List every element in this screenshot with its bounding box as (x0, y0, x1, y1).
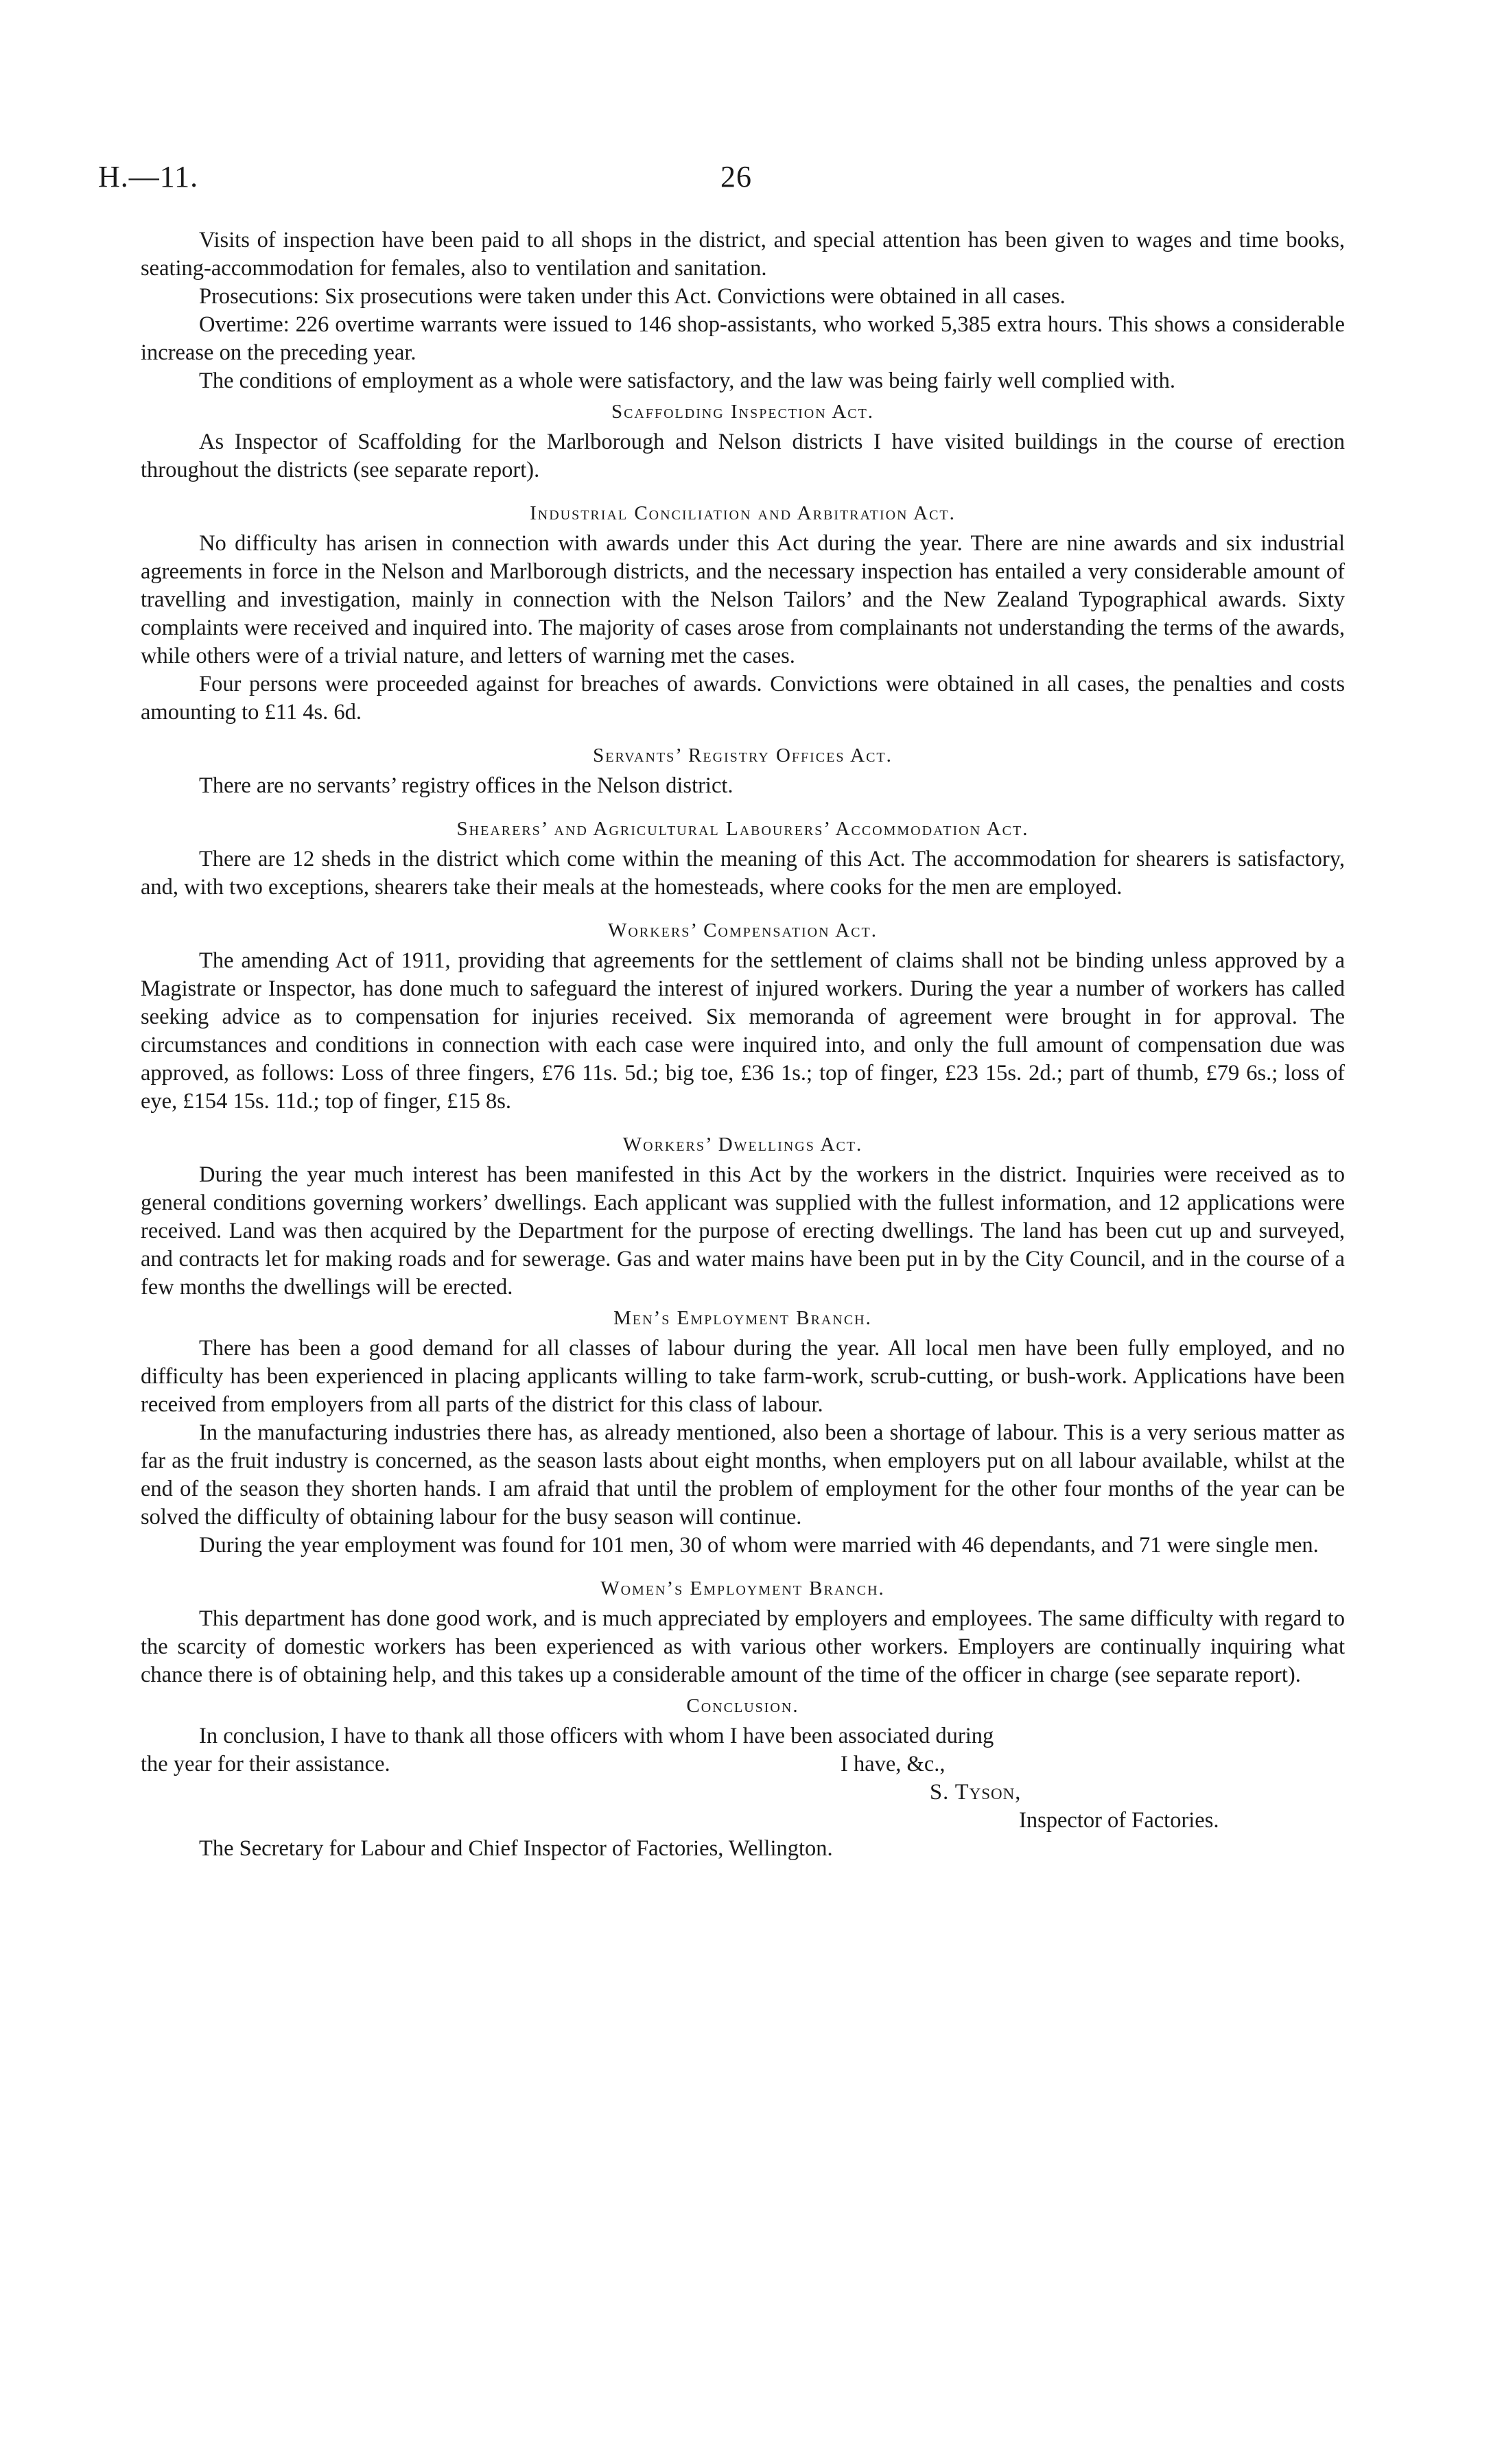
report-reference: H.—11. (98, 160, 199, 193)
addressee: The Secretary for Labour and Chief Inspector of Factories, Wellington. (199, 1836, 833, 1861)
section-heading: Scaffolding Inspection Act. (611, 401, 875, 423)
page-number: 26 (720, 160, 752, 193)
paragraph: There are 12 sheds in the district which come within the meaning of this Act. The accommodation for shearers is satisfactory, and, with two exceptions, shearers take their meals at the homesteads, where cooks for the men are employed. (141, 847, 1345, 900)
paragraph: Visits of inspection have been paid to all shops in the district, and special attention has been given to wages and time books, seating-accommodation for females, also to ventilation and sanitation. (141, 228, 1345, 281)
paragraph: In conclusion, I have to thank all those officers with whom I have been associated during (199, 1724, 994, 1748)
paragraph: Overtime: 226 overtime warrants were issued to 146 shop-assistants, who worked 5,385 extra hours. This shows a considerable increase on the preceding year. (141, 312, 1345, 365)
closing-line (141, 1750, 1345, 1779)
section-heading: Shearers’ and Agricultural Labourers’ Accommodation Act. (456, 818, 1029, 840)
report-body (141, 226, 1345, 1863)
paragraph: There are no servants’ registry offices in the Nelson district. (199, 773, 733, 798)
paragraph: During the year employment was found for 101 men, 30 of whom were married with 46 dependants, and 71 were single men. (199, 1533, 1319, 1558)
signature-line (141, 1779, 1345, 1807)
section-heading: Women’s Employment Branch. (600, 1577, 885, 1599)
signatory-title-line (141, 1807, 1345, 1835)
paragraph: The conditions of employment as a whole were satisfactory, and the law was being fairly well complied with. (199, 368, 1175, 393)
section-heading: Servants’ Registry Offices Act. (593, 744, 893, 766)
paragraph: There has been a good demand for all classes of labour during the year. All local men have been fully employed, and no difficulty has been experienced in placing applicants willing to take farm-work, scrub-cutting, or bush-work. Applications have been received from employers from all parts of the district for this class of labour. (141, 1336, 1345, 1417)
section-heading: Workers’ Dwellings Act. (622, 1134, 863, 1155)
paragraph: In the manufacturing industries there has, as already mentioned, also been a shortage of labour. This is a very serious matter as far as the fruit industry is concerned, as the season lasts about eight months, when employers put on all labour available, whilst at the end of the season they shorten hands. I am afraid that until the problem of employment for the other four months of the year can be solved the difficulty of obtaining labour for the busy season will continue. (141, 1420, 1345, 1529)
closing-salutation: I have, &c., (841, 1752, 946, 1776)
paragraph: Four persons were proceeded against for breaches of awards. Convictions were obtained in all cases, the penalties and costs amounting to £11 4s. 6d. (141, 672, 1345, 725)
signatory-title: Inspector of Factories. (1019, 1808, 1219, 1833)
paragraph-end: the year for their assistance. (141, 1752, 390, 1776)
paragraph: The amending Act of 1911, providing that agreements for the settlement of claims shall not be binding unless approved by a Magistrate or Inspector, has done much to safeguard the interest of injured workers. During the year a number of workers has called seeking advice as to compensation for injuries received. Six memoranda of agreement were brought in for approval. The circumstances and conditions in connection with each case were inquired into, and only the full amount of compensation due was approved, as follows: Loss of three fingers, £76 11s. 5d.; big toe, £36 1s.; top of finger, £23 15s. 2d.; part of thumb, £79 6s.; loss of eye, £154 15s. 11d.; top of finger, £15 8s. (141, 948, 1345, 1114)
section-heading: Workers’ Compensation Act. (608, 919, 878, 941)
paragraph: No difficulty has arisen in connection with awards under this Act during the year. There are nine awards and six industrial agreements in force in the Nelson and Marlborough districts, and the necessary inspection has entailed a very considerable amount of travelling and investigation, mainly in connection with the Nelson Tailors’ and the New Zealand Typographical awards. Sixty complaints were received and inquired into. The majority of cases arose from complainants not understanding the terms of the awards, while others were of a trivial nature, and letters of warning met the cases. (141, 531, 1345, 668)
paragraph: As Inspector of Scaffolding for the Marlborough and Nelson districts I have visited buildings in the course of erection throughout the districts (see separate report). (141, 430, 1345, 482)
section-heading: Industrial Conciliation and Arbitration Act. (530, 502, 956, 524)
section-heading: Men’s Employment Branch. (613, 1307, 872, 1329)
signatory-name: S. Tyson, (930, 1780, 1022, 1805)
paragraph: During the year much interest has been manifested in this Act by the workers in the district. Inquiries were received as to general conditions governing workers’ dwellings. Each applicant was supplied with the fullest information, and 12 applications were received. Land was then acquired by the Department for the purpose of erecting dwellings. The land has been cut up and surveyed, and contracts let for making roads and for sewerage. Gas and water mains have been put in by the City Council, and in the course of a few months the dwellings will be erected. (141, 1162, 1345, 1300)
section-heading: Conclusion. (686, 1695, 799, 1717)
paragraph: Prosecutions: Six prosecutions were taken under this Act. Convictions were obtained in all cases. (199, 284, 1066, 309)
paragraph: This department has done good work, and is much appreciated by employers and employees. The same difficulty with regard to the scarcity of domestic workers has been experienced as with various other workers. Employers are continually inquiring what chance there is of obtaining help, and this takes up a considerable amount of the time of the officer in charge (see separate report). (141, 1606, 1345, 1687)
